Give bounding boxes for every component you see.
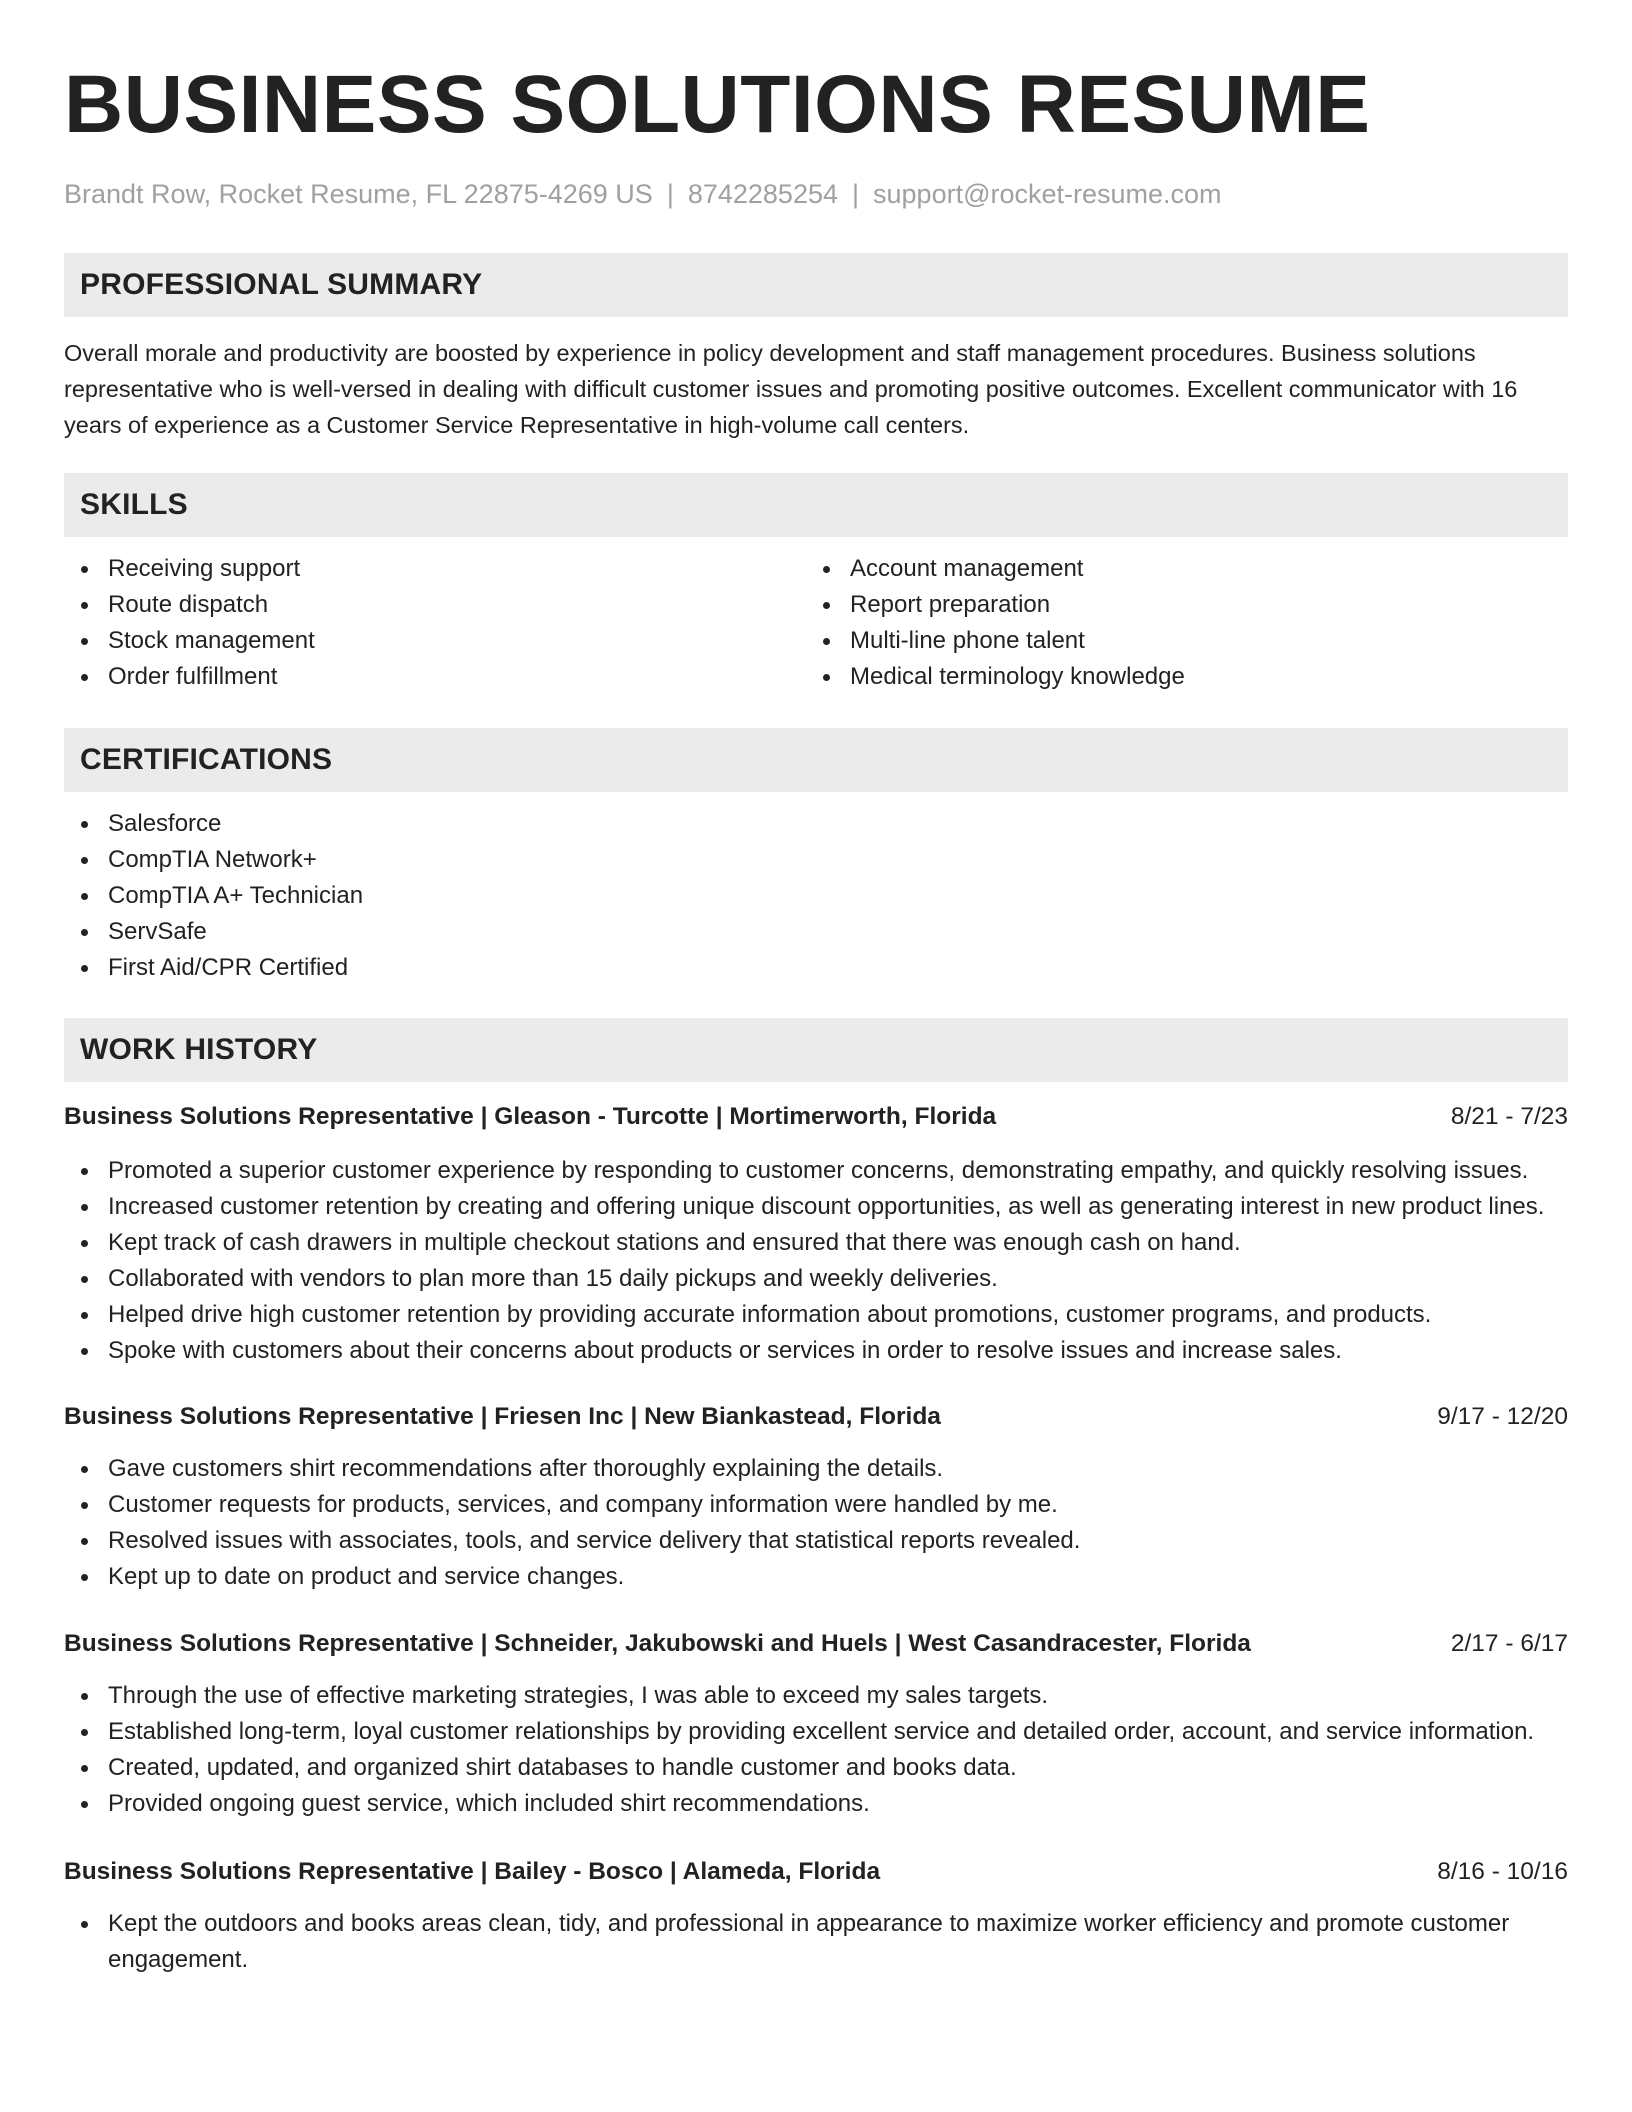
job-dates: 8/16 - 10/16 bbox=[1437, 1858, 1568, 1885]
job-entry bbox=[64, 1099, 1568, 1369]
contact-email: support@rocket-resume.com bbox=[873, 179, 1222, 209]
skill-item: Receiving support bbox=[64, 551, 806, 587]
skills-section bbox=[64, 473, 1568, 695]
job-header bbox=[64, 1854, 1568, 1890]
job-bullet: Through the use of effective marketing strategies, I was able to exceed my sales targets. bbox=[64, 1678, 1568, 1714]
job-bullet: Helped drive high customer retention by providing accurate information about promotions, customer programs, and products. bbox=[64, 1297, 1568, 1333]
summary-section bbox=[64, 253, 1568, 443]
contact-separator: | bbox=[852, 179, 860, 209]
job-entry bbox=[64, 1854, 1568, 1978]
skill-item: Report preparation bbox=[806, 587, 1548, 623]
skill-item: Account management bbox=[806, 551, 1548, 587]
job-bullet: Kept up to date on product and service changes. bbox=[64, 1559, 1568, 1595]
skills-list-right bbox=[806, 551, 1548, 695]
job-bullet: Kept the outdoors and books areas clean, tidy, and professional in appearance to maximize worker efficiency and promote customer engagement. bbox=[64, 1906, 1568, 1978]
work-history-heading: WORK HISTORY bbox=[64, 1018, 1568, 1082]
job-bullets bbox=[64, 1906, 1568, 1978]
job-dates: 2/17 - 6/17 bbox=[1450, 1630, 1568, 1657]
skill-item: Order fulfillment bbox=[64, 659, 806, 695]
job-header bbox=[64, 1399, 1568, 1435]
skill-item: Stock management bbox=[64, 623, 806, 659]
skill-item: Route dispatch bbox=[64, 587, 806, 623]
job-title: Business Solutions Representative | Schneider, Jakubowski and Huels | West Casandracester, Florida bbox=[64, 1630, 1251, 1657]
job-bullet: Spoke with customers about their concerns about products or services in order to resolve issues and increase sales. bbox=[64, 1333, 1568, 1369]
job-bullets bbox=[64, 1451, 1568, 1595]
job-bullet: Created, updated, and organized shirt databases to handle customer and books data. bbox=[64, 1750, 1568, 1786]
skills-grid bbox=[64, 551, 1568, 695]
certification-item: CompTIA Network+ bbox=[64, 842, 1568, 878]
contact-line bbox=[64, 178, 1568, 210]
job-entry bbox=[64, 1399, 1568, 1595]
certification-item: ServSafe bbox=[64, 914, 1568, 950]
job-bullets bbox=[64, 1678, 1568, 1822]
job-bullet: Kept track of cash drawers in multiple checkout stations and ensured that there was enough cash on hand. bbox=[64, 1225, 1568, 1261]
contact-separator: | bbox=[666, 179, 674, 209]
work-history-section bbox=[64, 1018, 1568, 1978]
certifications-section bbox=[64, 728, 1568, 986]
job-bullet: Gave customers shirt recommendations after thoroughly explaining the details. bbox=[64, 1451, 1568, 1487]
certification-item: CompTIA A+ Technician bbox=[64, 878, 1568, 914]
certification-item: Salesforce bbox=[64, 806, 1568, 842]
job-dates: 9/17 - 12/20 bbox=[1437, 1403, 1568, 1430]
job-bullet: Collaborated with vendors to plan more than 15 daily pickups and weekly deliveries. bbox=[64, 1261, 1568, 1297]
job-bullets bbox=[64, 1153, 1568, 1369]
certifications-heading: CERTIFICATIONS bbox=[64, 728, 1568, 792]
job-header bbox=[64, 1626, 1568, 1662]
certification-item: First Aid/CPR Certified bbox=[64, 950, 1568, 986]
certifications-list bbox=[64, 806, 1568, 986]
job-title: Business Solutions Representative | Gleason - Turcotte | Mortimerworth, Florida bbox=[64, 1103, 997, 1130]
skill-item: Medical terminology knowledge bbox=[806, 659, 1548, 695]
skill-item: Multi-line phone talent bbox=[806, 623, 1548, 659]
skills-heading: SKILLS bbox=[64, 473, 1568, 537]
page-title: BUSINESS SOLUTIONS RESUME bbox=[64, 59, 1371, 150]
job-header bbox=[64, 1099, 1568, 1135]
summary-text: Overall morale and productivity are boosted by experience in policy development and staff management procedures. Business solutions representative who is well-versed in dealing with difficult customer issues and promoting positive outcomes. Excellent communicator with 16 years of experience as a Customer Service Representative in high-volume call centers. bbox=[64, 340, 1518, 438]
job-entry bbox=[64, 1626, 1568, 1822]
job-bullet: Promoted a superior customer experience by responding to customer concerns, demonstrating empathy, and quickly resolving issues. bbox=[64, 1153, 1568, 1189]
job-bullet: Resolved issues with associates, tools, and service delivery that statistical reports revealed. bbox=[64, 1523, 1568, 1559]
job-bullet: Established long-term, loyal customer relationships by providing excellent service and detailed order, account, and service information. bbox=[64, 1714, 1568, 1750]
job-bullet: Provided ongoing guest service, which included shirt recommendations. bbox=[64, 1786, 1568, 1822]
skills-list-left bbox=[64, 551, 806, 695]
job-dates: 8/21 - 7/23 bbox=[1450, 1103, 1568, 1130]
contact-address: Brandt Row, Rocket Resume, FL 22875-4269 US bbox=[64, 179, 653, 209]
job-bullet: Increased customer retention by creating and offering unique discount opportunities, as well as generating interest in new product lines. bbox=[64, 1189, 1568, 1225]
job-title: Business Solutions Representative | Friesen Inc | New Biankastead, Florida bbox=[64, 1403, 941, 1430]
contact-phone: 8742285254 bbox=[687, 179, 838, 209]
job-title: Business Solutions Representative | Bailey - Bosco | Alameda, Florida bbox=[64, 1858, 881, 1885]
summary-heading: PROFESSIONAL SUMMARY bbox=[64, 253, 1568, 317]
job-bullet: Customer requests for products, services, and company information were handled by me. bbox=[64, 1487, 1568, 1523]
